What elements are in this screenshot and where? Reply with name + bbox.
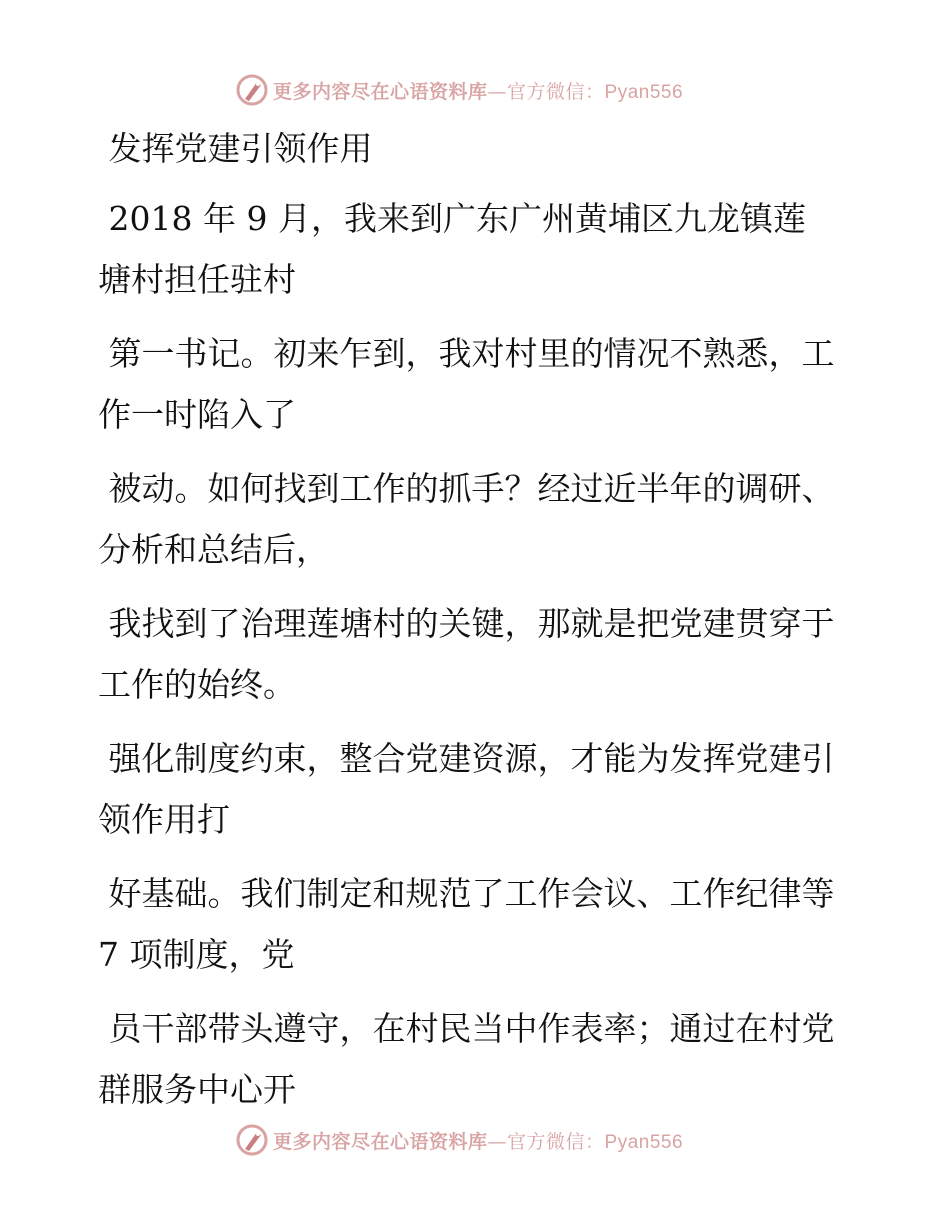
- document-title: 发挥党建引领作用: [98, 129, 373, 168]
- paragraph: 我找到了治理莲塘村的关键，那就是把党建贯穿于工作的始终。: [98, 604, 835, 704]
- pen-nib-logo-icon: [235, 1123, 269, 1157]
- watermark-text: 更多内容尽在心语资料库—官方微信：Pyan556: [273, 1130, 684, 1153]
- pen-nib-logo-icon: [235, 73, 269, 107]
- paragraph: 被动。如何找到工作的抓手？经过近半年的调研、分析和总结后，: [98, 469, 835, 569]
- footer-watermark: [235, 1122, 683, 1158]
- document-body: [98, 118, 845, 1133]
- paragraph: 第一书记。初来乍到，我对村里的情况不熟悉，工作一时陷入了: [98, 334, 835, 434]
- paragraph: 2018 年 9 月，我来到广东广州黄埔区九龙镇莲塘村担任驻村: [98, 199, 806, 299]
- header-watermark: [235, 72, 683, 108]
- paragraph: 员干部带头遵守，在村民当中作表率；通过在村党群服务中心开: [98, 1009, 835, 1109]
- paragraph: 好基础。我们制定和规范了工作会议、工作纪律等 7 项制度，党: [98, 874, 845, 974]
- watermark-text: 更多内容尽在心语资料库—官方微信：Pyan556: [273, 80, 684, 103]
- paragraph: 强化制度约束，整合党建资源，才能为发挥党建引领作用打: [98, 739, 835, 839]
